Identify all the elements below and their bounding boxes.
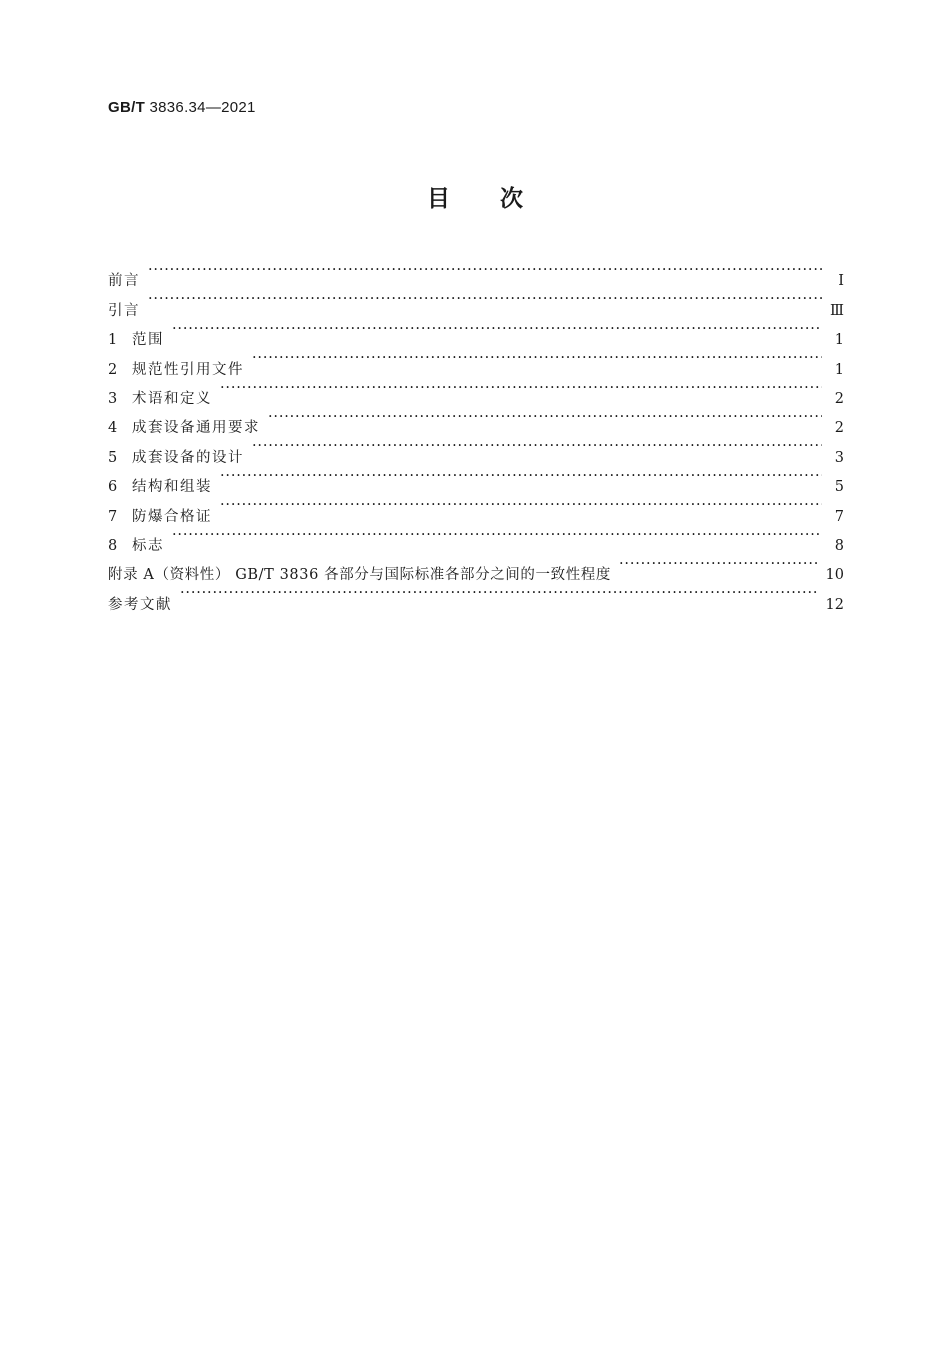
- toc-entry-number: 5: [108, 449, 118, 466]
- toc-entry-number: 4: [108, 420, 118, 437]
- toc-leader-dots: [172, 521, 822, 550]
- toc-leader-dots: [148, 256, 822, 285]
- toc-entry-number: 6: [108, 479, 118, 496]
- toc-leader-dots: [220, 374, 822, 403]
- toc-entry-page: 1: [834, 332, 844, 349]
- toc-entry-number: 3: [108, 390, 118, 407]
- toc-entry-number: 1: [108, 332, 118, 349]
- toc-entry-page: 8: [834, 537, 844, 554]
- toc-entry-page: 2: [834, 420, 844, 437]
- standard-code-number: 3836.34—2021: [149, 99, 256, 116]
- toc-entry-page: 7: [834, 508, 844, 525]
- toc-entry-page: Ⅰ: [838, 273, 844, 290]
- toc-entry-label: 范围: [132, 332, 164, 349]
- toc-entry-number: 7: [108, 508, 118, 525]
- toc-title-left: 目: [427, 186, 450, 212]
- toc-entry-page: 2: [834, 390, 844, 407]
- toc-entry-foreword[interactable]: [108, 256, 844, 290]
- toc-entry-bibliography[interactable]: [108, 579, 844, 613]
- toc-entry-label: 成套设备通用要求: [132, 420, 260, 437]
- toc-entry-page: 10: [825, 567, 844, 584]
- toc-entry-label: 前言: [108, 273, 140, 290]
- toc-entry-marking[interactable]: [108, 521, 844, 554]
- toc-leader-dots: [252, 432, 822, 461]
- toc-leader-dots: [619, 550, 818, 579]
- toc-leader-dots: [252, 344, 822, 373]
- toc-entry-scope[interactable]: [108, 315, 844, 349]
- toc-entry-label: 引言: [108, 302, 140, 319]
- toc-entry-normative-references[interactable]: [108, 344, 844, 378]
- toc-entry-number: 8: [108, 537, 118, 554]
- toc-entry-annex-a[interactable]: [108, 550, 844, 584]
- toc-entry-label: 结构和组装: [132, 479, 212, 496]
- toc-entry-label: 标志: [132, 537, 164, 554]
- toc-entry-label: 成套设备的设计: [132, 449, 244, 466]
- standard-code-prefix: GB/T: [108, 99, 146, 116]
- toc-entry-label: 术语和定义: [132, 390, 212, 407]
- toc-list: [108, 256, 844, 613]
- toc-title-right: 次: [500, 186, 523, 212]
- toc-title: [0, 180, 950, 213]
- toc-entry-page: 1: [834, 361, 844, 378]
- toc-leader-dots: [148, 285, 822, 314]
- toc-leader-dots: [220, 491, 822, 520]
- toc-entry-page: Ⅲ: [830, 302, 844, 319]
- toc-entry-label: 附录 A（资料性） GB/T 3836 各部分与国际标准各部分之间的一致性程度: [108, 567, 612, 584]
- toc-entry-label: 参考文献: [108, 596, 172, 613]
- toc-leader-dots: [172, 315, 822, 344]
- toc-leader-dots: [268, 403, 822, 432]
- toc-entry-label: 规范性引用文件: [132, 361, 244, 378]
- toc-entry-label: 防爆合格证: [132, 508, 212, 525]
- toc-entry-page: 3: [834, 449, 844, 466]
- standard-code: [108, 99, 256, 116]
- toc-leader-dots: [180, 579, 818, 608]
- toc-leader-dots: [220, 462, 822, 491]
- toc-entry-page: 12: [825, 596, 844, 613]
- toc-entry-number: 2: [108, 361, 118, 378]
- toc-entry-introduction[interactable]: [108, 285, 844, 319]
- toc-entry-page: 5: [834, 479, 844, 496]
